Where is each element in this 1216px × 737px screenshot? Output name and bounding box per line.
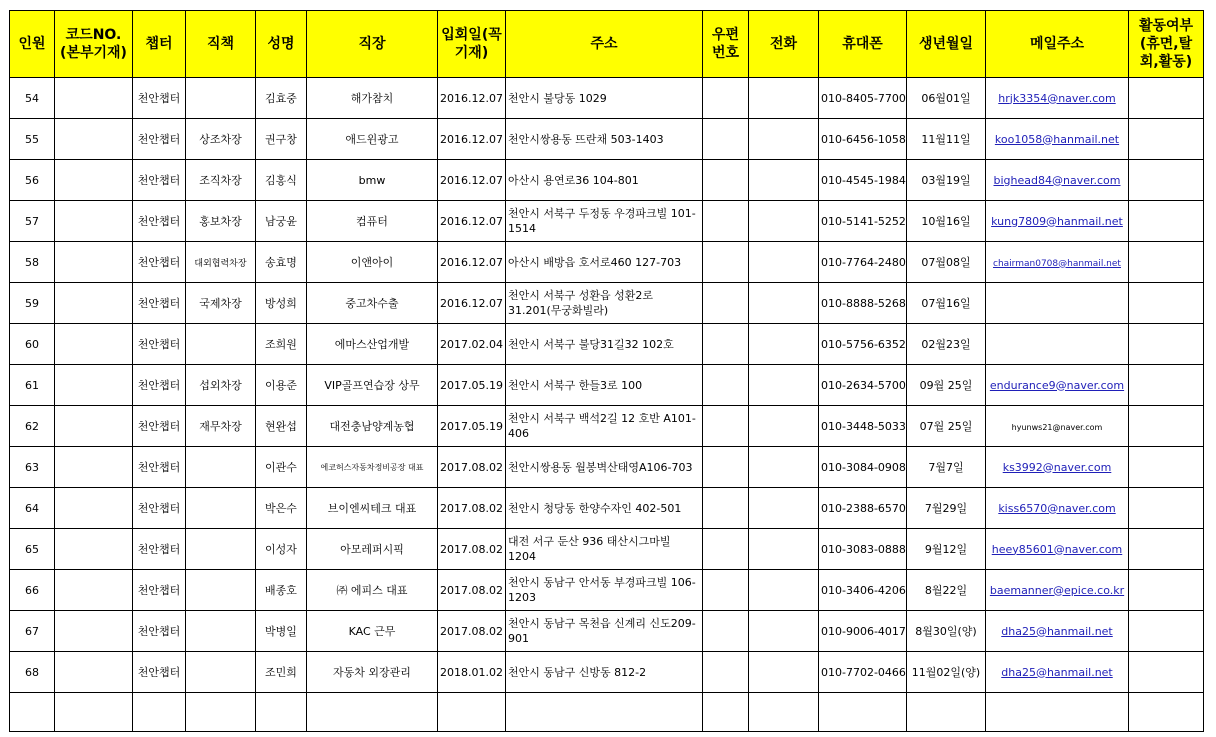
cell-tel[interactable] <box>749 283 819 324</box>
cell-birthday[interactable]: 09월 25일 <box>907 365 986 406</box>
header-status[interactable]: 활동여부 (휴면,탈 회,활동) <box>1129 11 1204 78</box>
cell-mobile[interactable]: 010-7702-0466 <box>819 652 907 693</box>
cell-tel[interactable] <box>749 365 819 406</box>
cell-chapter[interactable]: 천안챕터 <box>133 652 186 693</box>
cell-position[interactable]: 홍보차장 <box>186 201 256 242</box>
cell-num[interactable]: 54 <box>10 78 55 119</box>
cell-workplace[interactable]: 아모레퍼시픽 <box>307 529 438 570</box>
cell-birthday[interactable]: 8월30일(양) <box>907 611 986 652</box>
cell-zip[interactable] <box>703 365 749 406</box>
email-link[interactable]: endurance9@naver.com <box>989 378 1125 392</box>
cell-num[interactable]: 60 <box>10 324 55 365</box>
cell-name[interactable]: 조희원 <box>256 324 307 365</box>
cell-joindate[interactable]: 2016.12.07 <box>438 283 506 324</box>
cell-zip[interactable] <box>703 611 749 652</box>
cell-workplace[interactable]: 중고차수출 <box>307 283 438 324</box>
empty-cell[interactable] <box>986 693 1129 732</box>
cell-address[interactable]: 아산시 용연로36 104-801 <box>506 160 703 201</box>
cell-code[interactable] <box>55 242 133 283</box>
email-link[interactable]: bighead84@naver.com <box>993 173 1121 187</box>
cell-mobile[interactable]: 010-5756-6352 <box>819 324 907 365</box>
header-chapter[interactable]: 챕터 <box>133 11 186 78</box>
cell-status[interactable] <box>1129 570 1204 611</box>
empty-row <box>10 693 1204 732</box>
cell-workplace[interactable]: 컴퓨터 <box>307 201 438 242</box>
cell-joindate[interactable]: 2017.08.02 <box>438 570 506 611</box>
table-row <box>10 242 1204 283</box>
cell-birthday[interactable]: 11월11일 <box>907 119 986 160</box>
cell-mobile[interactable]: 010-4545-1984 <box>819 160 907 201</box>
cell-tel[interactable] <box>749 78 819 119</box>
cell-position[interactable] <box>186 570 256 611</box>
cell-num[interactable]: 65 <box>10 529 55 570</box>
cell-mobile[interactable]: 010-3084-0908 <box>819 447 907 488</box>
cell-zip[interactable] <box>703 447 749 488</box>
header-name[interactable]: 성명 <box>256 11 307 78</box>
cell-tel[interactable] <box>749 119 819 160</box>
cell-zip[interactable] <box>703 570 749 611</box>
cell-email[interactable] <box>986 119 1129 160</box>
cell-mobile[interactable]: 010-5141-5252 <box>819 201 907 242</box>
cell-num[interactable]: 63 <box>10 447 55 488</box>
cell-joindate[interactable]: 2016.12.07 <box>438 119 506 160</box>
empty-cell[interactable] <box>55 693 133 732</box>
email-link[interactable]: hrjk3354@naver.com <box>998 91 1116 105</box>
table-row <box>10 283 1204 324</box>
cell-zip[interactable] <box>703 78 749 119</box>
cell-birthday[interactable]: 10월16일 <box>907 201 986 242</box>
table-row <box>10 78 1204 119</box>
cell-email[interactable] <box>986 365 1129 406</box>
cell-code[interactable] <box>55 78 133 119</box>
cell-status[interactable] <box>1129 447 1204 488</box>
header-mobile[interactable]: 휴대폰 <box>819 11 907 78</box>
cell-joindate[interactable]: 2016.12.07 <box>438 242 506 283</box>
cell-num[interactable]: 57 <box>10 201 55 242</box>
cell-tel[interactable] <box>749 406 819 447</box>
cell-chapter[interactable]: 천안챕터 <box>133 365 186 406</box>
header-address[interactable]: 주소 <box>506 11 703 78</box>
email-link[interactable]: kiss6570@naver.com <box>998 501 1116 515</box>
cell-address[interactable]: 천안시 동남구 안서동 부경파크빌 106-1203 <box>506 570 703 611</box>
cell-address[interactable]: 대전 서구 둔산 936 태산시그마빌 1204 <box>506 529 703 570</box>
cell-position[interactable] <box>186 652 256 693</box>
cell-code[interactable] <box>55 611 133 652</box>
cell-email[interactable] <box>986 406 1129 447</box>
email-link[interactable]: dha25@hanmail.net <box>1001 665 1113 679</box>
cell-email[interactable] <box>986 529 1129 570</box>
cell-code[interactable] <box>55 324 133 365</box>
spreadsheet <box>9 10 1204 732</box>
empty-cell[interactable] <box>438 693 506 732</box>
cell-workplace[interactable]: 대전충남양계농협 <box>307 406 438 447</box>
cell-chapter[interactable]: 천안챕터 <box>133 119 186 160</box>
cell-status[interactable] <box>1129 652 1204 693</box>
empty-cell[interactable] <box>1129 693 1204 732</box>
cell-mobile[interactable]: 010-3083-0888 <box>819 529 907 570</box>
header-tel[interactable]: 전화 <box>749 11 819 78</box>
cell-email[interactable] <box>986 488 1129 529</box>
table-row <box>10 488 1204 529</box>
cell-position[interactable]: 섭외차장 <box>186 365 256 406</box>
cell-chapter[interactable]: 천안챕터 <box>133 78 186 119</box>
cell-position[interactable]: 재무차장 <box>186 406 256 447</box>
cell-email[interactable] <box>986 447 1129 488</box>
cell-status[interactable] <box>1129 529 1204 570</box>
cell-name[interactable]: 배종호 <box>256 570 307 611</box>
cell-address[interactable]: 천안시 동남구 목천읍 신계리 신도209-901 <box>506 611 703 652</box>
cell-num[interactable]: 59 <box>10 283 55 324</box>
cell-joindate[interactable]: 2017.08.02 <box>438 529 506 570</box>
cell-workplace[interactable]: 해가참치 <box>307 78 438 119</box>
header-zip[interactable]: 우편 번호 <box>703 11 749 78</box>
cell-code[interactable] <box>55 488 133 529</box>
cell-name[interactable]: 권구창 <box>256 119 307 160</box>
cell-address[interactable]: 천안시 서북구 불당31길32 102호 <box>506 324 703 365</box>
cell-joindate[interactable]: 2016.12.07 <box>438 201 506 242</box>
email-link[interactable]: baemanner@epice.co.kr <box>989 583 1125 597</box>
cell-address[interactable]: 천안시 서북구 백석2길 12 호반 A101-406 <box>506 406 703 447</box>
cell-joindate[interactable]: 2016.12.07 <box>438 160 506 201</box>
cell-tel[interactable] <box>749 160 819 201</box>
table-row <box>10 365 1204 406</box>
cell-tel[interactable] <box>749 652 819 693</box>
header-email[interactable]: 메일주소 <box>986 11 1129 78</box>
cell-position[interactable] <box>186 529 256 570</box>
cell-code[interactable] <box>55 201 133 242</box>
cell-code[interactable] <box>55 652 133 693</box>
cell-birthday[interactable]: 07월 25일 <box>907 406 986 447</box>
cell-email[interactable] <box>986 283 1129 324</box>
email-link[interactable]: dha25@hanmail.net <box>1001 624 1113 638</box>
cell-num[interactable]: 64 <box>10 488 55 529</box>
cell-chapter[interactable]: 천안챕터 <box>133 488 186 529</box>
cell-code[interactable] <box>55 283 133 324</box>
cell-name[interactable]: 김홍식 <box>256 160 307 201</box>
cell-name[interactable]: 박은수 <box>256 488 307 529</box>
cell-chapter[interactable]: 천안챕터 <box>133 447 186 488</box>
cell-position[interactable]: 상조차장 <box>186 119 256 160</box>
cell-email[interactable] <box>986 160 1129 201</box>
cell-num[interactable]: 55 <box>10 119 55 160</box>
email-link[interactable]: kung7809@hanmail.net <box>991 214 1123 228</box>
cell-workplace[interactable]: 에코허스자동차정비공장 대표 <box>307 447 438 488</box>
cell-name[interactable]: 남궁윤 <box>256 201 307 242</box>
cell-num[interactable]: 66 <box>10 570 55 611</box>
cell-chapter[interactable]: 천안챕터 <box>133 201 186 242</box>
empty-cell[interactable] <box>133 693 186 732</box>
cell-mobile[interactable]: 010-6456-1058 <box>819 119 907 160</box>
cell-num[interactable]: 58 <box>10 242 55 283</box>
cell-joindate[interactable]: 2016.12.07 <box>438 78 506 119</box>
cell-birthday[interactable]: 7월29일 <box>907 488 986 529</box>
cell-zip[interactable] <box>703 283 749 324</box>
cell-address[interactable]: 천안시쌍용동 뜨란채 503-1403 <box>506 119 703 160</box>
cell-position[interactable] <box>186 78 256 119</box>
cell-zip[interactable] <box>703 652 749 693</box>
cell-workplace[interactable]: 이앤아이 <box>307 242 438 283</box>
cell-chapter[interactable]: 천안챕터 <box>133 611 186 652</box>
cell-birthday[interactable]: 11월02일(양) <box>907 652 986 693</box>
empty-cell[interactable] <box>703 693 749 732</box>
cell-email[interactable] <box>986 570 1129 611</box>
cell-chapter[interactable]: 천안챕터 <box>133 242 186 283</box>
table-body <box>10 78 1204 732</box>
table-row <box>10 160 1204 201</box>
cell-mobile[interactable]: 010-8888-5268 <box>819 283 907 324</box>
cell-status[interactable] <box>1129 365 1204 406</box>
cell-name[interactable]: 이성자 <box>256 529 307 570</box>
table-row <box>10 119 1204 160</box>
email-link[interactable]: ks3992@naver.com <box>1002 460 1112 474</box>
cell-workplace[interactable]: VIP골프연습장 상무 <box>307 365 438 406</box>
cell-joindate[interactable]: 2017.05.19 <box>438 365 506 406</box>
cell-address[interactable]: 천안시 동남구 신방동 812-2 <box>506 652 703 693</box>
cell-code[interactable] <box>55 160 133 201</box>
cell-tel[interactable] <box>749 570 819 611</box>
table-row <box>10 324 1204 365</box>
cell-position[interactable] <box>186 488 256 529</box>
cell-code[interactable] <box>55 119 133 160</box>
table-row <box>10 201 1204 242</box>
cell-mobile[interactable]: 010-9006-4017 <box>819 611 907 652</box>
cell-birthday[interactable]: 07월08일 <box>907 242 986 283</box>
email-link[interactable]: chairman0708@hanmail.net <box>993 258 1121 269</box>
cell-status[interactable] <box>1129 283 1204 324</box>
cell-name[interactable]: 방성희 <box>256 283 307 324</box>
cell-address[interactable]: 천안시 불당동 1029 <box>506 78 703 119</box>
cell-address[interactable]: 천안시 청당동 한양수자인 402-501 <box>506 488 703 529</box>
header-num[interactable]: 인원 <box>10 11 55 78</box>
empty-cell[interactable] <box>819 693 907 732</box>
cell-position[interactable] <box>186 447 256 488</box>
cell-zip[interactable] <box>703 160 749 201</box>
cell-address[interactable]: 천안시 서북구 두정동 우경파크빌 101-1514 <box>506 201 703 242</box>
cell-tel[interactable] <box>749 242 819 283</box>
cell-joindate[interactable]: 2017.08.02 <box>438 447 506 488</box>
cell-num[interactable]: 67 <box>10 611 55 652</box>
cell-mobile[interactable]: 010-2634-5700 <box>819 365 907 406</box>
cell-workplace[interactable]: 에마스산업개발 <box>307 324 438 365</box>
cell-status[interactable] <box>1129 119 1204 160</box>
empty-cell[interactable] <box>506 693 703 732</box>
cell-mobile[interactable]: 010-3448-5033 <box>819 406 907 447</box>
cell-num[interactable]: 68 <box>10 652 55 693</box>
cell-address[interactable]: 천안시 서북구 성환읍 성환2로 31.201(무궁화빌라) <box>506 283 703 324</box>
cell-birthday[interactable]: 9월12일 <box>907 529 986 570</box>
cell-zip[interactable] <box>703 242 749 283</box>
cell-status[interactable] <box>1129 201 1204 242</box>
cell-position[interactable]: 조직차장 <box>186 160 256 201</box>
cell-workplace[interactable]: 애드윈광고 <box>307 119 438 160</box>
cell-workplace[interactable]: 브이엔씨테크 대표 <box>307 488 438 529</box>
cell-birthday[interactable]: 06월01일 <box>907 78 986 119</box>
cell-position[interactable] <box>186 324 256 365</box>
table-row <box>10 611 1204 652</box>
cell-position[interactable]: 국제차장 <box>186 283 256 324</box>
cell-birthday[interactable]: 8월22일 <box>907 570 986 611</box>
cell-email[interactable] <box>986 611 1129 652</box>
cell-mobile[interactable]: 010-7764-2480 <box>819 242 907 283</box>
header-workplace[interactable]: 직장 <box>307 11 438 78</box>
cell-workplace[interactable]: 자동차 외장관리 <box>307 652 438 693</box>
cell-name[interactable]: 박병일 <box>256 611 307 652</box>
cell-birthday[interactable]: 03월19일 <box>907 160 986 201</box>
cell-address[interactable]: 아산시 배방읍 호서로460 127-703 <box>506 242 703 283</box>
cell-code[interactable] <box>55 406 133 447</box>
cell-position[interactable]: 대외협력차장 <box>186 242 256 283</box>
cell-email[interactable] <box>986 652 1129 693</box>
cell-name[interactable]: 조민희 <box>256 652 307 693</box>
cell-workplace[interactable]: bmw <box>307 160 438 201</box>
cell-zip[interactable] <box>703 529 749 570</box>
table-row <box>10 652 1204 693</box>
cell-tel[interactable] <box>749 201 819 242</box>
header-birthday[interactable]: 생년월일 <box>907 11 986 78</box>
cell-mobile[interactable]: 010-3406-4206 <box>819 570 907 611</box>
cell-status[interactable] <box>1129 160 1204 201</box>
empty-cell[interactable] <box>10 693 55 732</box>
cell-status[interactable] <box>1129 611 1204 652</box>
table-row <box>10 529 1204 570</box>
cell-name[interactable]: 송효명 <box>256 242 307 283</box>
cell-chapter[interactable]: 천안챕터 <box>133 529 186 570</box>
header-position[interactable]: 직책 <box>186 11 256 78</box>
cell-num[interactable]: 56 <box>10 160 55 201</box>
cell-email[interactable] <box>986 78 1129 119</box>
cell-birthday[interactable]: 7월7일 <box>907 447 986 488</box>
cell-position[interactable] <box>186 611 256 652</box>
empty-cell[interactable] <box>907 693 986 732</box>
cell-status[interactable] <box>1129 324 1204 365</box>
cell-num[interactable]: 62 <box>10 406 55 447</box>
empty-cell[interactable] <box>749 693 819 732</box>
cell-tel[interactable] <box>749 611 819 652</box>
cell-mobile[interactable]: 010-2388-6570 <box>819 488 907 529</box>
empty-cell[interactable] <box>307 693 438 732</box>
cell-joindate[interactable]: 2017.08.02 <box>438 611 506 652</box>
cell-code[interactable] <box>55 447 133 488</box>
cell-status[interactable] <box>1129 488 1204 529</box>
cell-birthday[interactable]: 07월16일 <box>907 283 986 324</box>
cell-code[interactable] <box>55 529 133 570</box>
cell-code[interactable] <box>55 570 133 611</box>
header-joindate[interactable]: 입회일(꼭 기재) <box>438 11 506 78</box>
cell-chapter[interactable]: 천안챕터 <box>133 160 186 201</box>
member-table <box>9 10 1204 732</box>
header-row <box>10 11 1204 78</box>
cell-email[interactable] <box>986 242 1129 283</box>
cell-tel[interactable] <box>749 447 819 488</box>
cell-chapter[interactable]: 천안챕터 <box>133 324 186 365</box>
cell-status[interactable] <box>1129 242 1204 283</box>
cell-chapter[interactable]: 천안챕터 <box>133 406 186 447</box>
cell-birthday[interactable]: 02월23일 <box>907 324 986 365</box>
cell-zip[interactable] <box>703 201 749 242</box>
cell-email[interactable] <box>986 324 1129 365</box>
cell-joindate[interactable]: 2017.05.19 <box>438 406 506 447</box>
cell-mobile[interactable]: 010-8405-7700 <box>819 78 907 119</box>
cell-tel[interactable] <box>749 324 819 365</box>
cell-zip[interactable] <box>703 488 749 529</box>
cell-joindate[interactable]: 2017.08.02 <box>438 488 506 529</box>
cell-email[interactable] <box>986 201 1129 242</box>
cell-address[interactable]: 천안시쌍용동 월봉벽산태영A106-703 <box>506 447 703 488</box>
header-code[interactable]: 코드NO. (본부기재) <box>55 11 133 78</box>
cell-chapter[interactable]: 천안챕터 <box>133 570 186 611</box>
empty-cell[interactable] <box>256 693 307 732</box>
cell-name[interactable]: 이용준 <box>256 365 307 406</box>
cell-name[interactable]: 김효중 <box>256 78 307 119</box>
table-row <box>10 406 1204 447</box>
email-link[interactable]: hyunws21@naver.com <box>1011 422 1103 432</box>
cell-name[interactable]: 이관수 <box>256 447 307 488</box>
cell-status[interactable] <box>1129 78 1204 119</box>
cell-address[interactable]: 천안시 서북구 한들3로 100 <box>506 365 703 406</box>
cell-joindate[interactable]: 2017.02.04 <box>438 324 506 365</box>
cell-code[interactable] <box>55 365 133 406</box>
cell-zip[interactable] <box>703 119 749 160</box>
cell-workplace[interactable]: ㈜ 에피스 대표 <box>307 570 438 611</box>
cell-zip[interactable] <box>703 324 749 365</box>
table-row <box>10 570 1204 611</box>
cell-name[interactable]: 현완섭 <box>256 406 307 447</box>
email-link[interactable]: koo1058@hanmail.net <box>994 132 1120 146</box>
cell-zip[interactable] <box>703 406 749 447</box>
table-row <box>10 447 1204 488</box>
cell-chapter[interactable]: 천안챕터 <box>133 283 186 324</box>
cell-workplace[interactable]: KAC 근무 <box>307 611 438 652</box>
email-link[interactable]: heey85601@naver.com <box>991 542 1123 556</box>
cell-num[interactable]: 61 <box>10 365 55 406</box>
cell-status[interactable] <box>1129 406 1204 447</box>
cell-tel[interactable] <box>749 488 819 529</box>
empty-cell[interactable] <box>186 693 256 732</box>
cell-joindate[interactable]: 2018.01.02 <box>438 652 506 693</box>
cell-tel[interactable] <box>749 529 819 570</box>
